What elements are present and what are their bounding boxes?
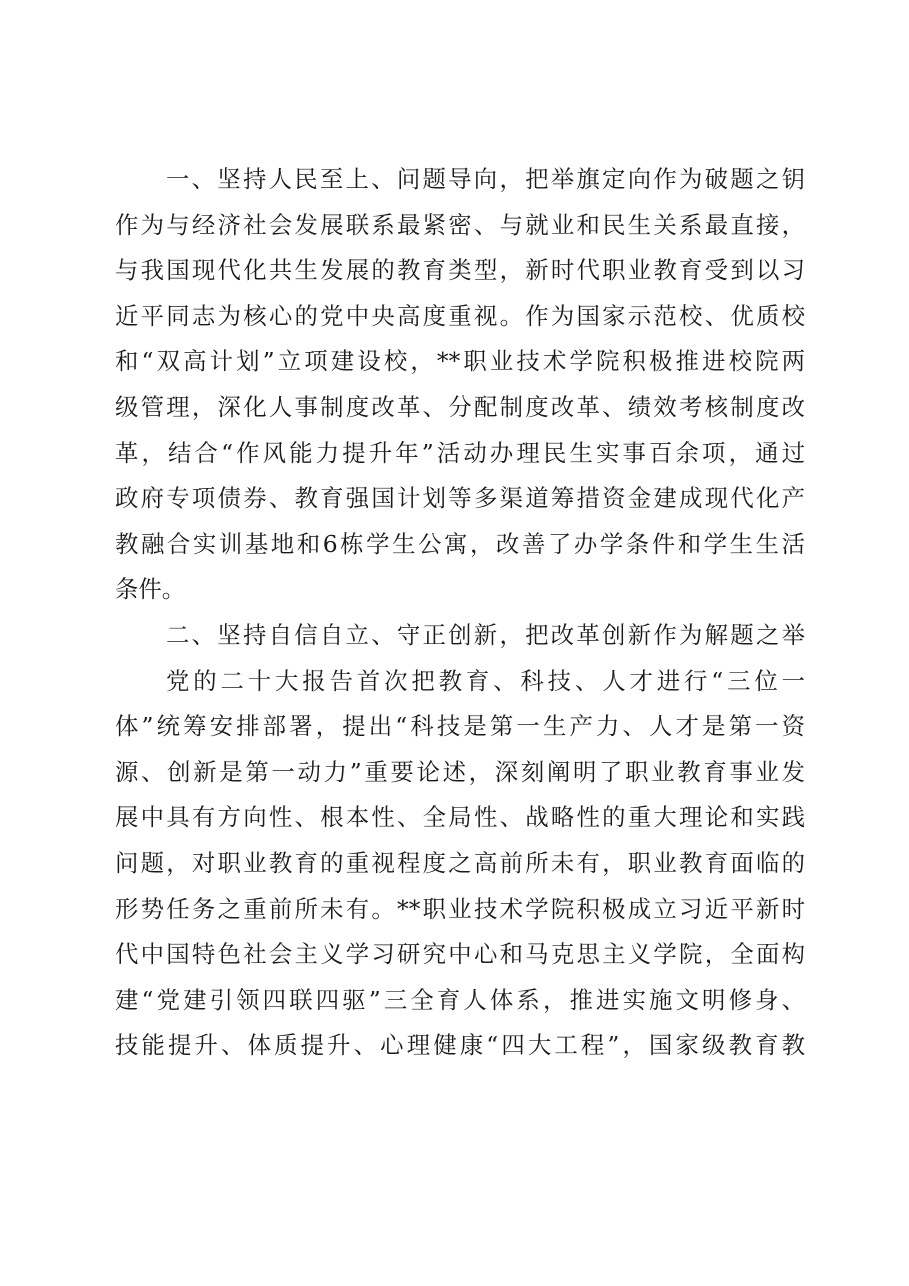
- paragraph-line: 和“双高计划”立项建设校，**职业技术学院积极推进校院两: [115, 347, 805, 376]
- paragraph-line: 建“党建引领四联四驱”三全育人体系，推进实施文明修身、: [115, 985, 805, 1014]
- paragraph-line: 教融合实训基地和6栋学生公寓，改善了办学条件和学生生活: [115, 529, 805, 558]
- paragraph-line: 技能提升、体质提升、心理健康“四大工程”，国家级教育教: [115, 1031, 805, 1060]
- paragraph-line: 源、创新是第一动力”重要论述，深刻阐明了职业教育事业发: [115, 757, 805, 786]
- section-heading-1: 一、坚持人民至上、问题导向，把举旗定向作为破题之钥: [166, 165, 805, 193]
- paragraph-line: 代中国特色社会主义学习研究中心和马克思主义学院，全面构: [115, 940, 805, 969]
- document-body: [115, 157, 805, 1069]
- paragraph-line: 展中具有方向性、根本性、全局性、战略性的重大理论和实践: [115, 803, 805, 832]
- paragraph-line: 条件。: [115, 575, 186, 604]
- paragraph-line: 级管理，深化人事制度改革、分配制度改革、绩效考核制度改: [115, 392, 805, 421]
- paragraph-line: 形势任务之重前所未有。**职业技术学院积极成立习近平新时: [115, 894, 805, 923]
- paragraph-line: 体”统筹安排部署，提出“科技是第一生产力、人才是第一资: [115, 712, 805, 741]
- paragraph-line: 问题，对职业教育的重视程度之高前所未有，职业教育面临的: [115, 848, 805, 877]
- paragraph-line: 近平同志为核心的党中央高度重视。作为国家示范校、优质校: [115, 301, 805, 330]
- section-heading-2: 二、坚持自信自立、守正创新，把改革创新作为解题之举: [166, 620, 805, 649]
- paragraph-line: 革，结合“作风能力提升年”活动办理民生实事百余项，通过: [115, 438, 805, 467]
- paragraph-line: 与我国现代化共生发展的教育类型，新时代职业教育受到以习: [115, 256, 805, 285]
- paragraph-line: 政府专项债券、教育强国计划等多渠道筹措资金建成现代化产: [115, 484, 805, 513]
- paragraph-line: 作为与经济社会发展联系最紧密、与就业和民生关系最直接，: [115, 210, 805, 239]
- paragraph-line: 党的二十大报告首次把教育、科技、人才进行“三位一: [166, 666, 805, 695]
